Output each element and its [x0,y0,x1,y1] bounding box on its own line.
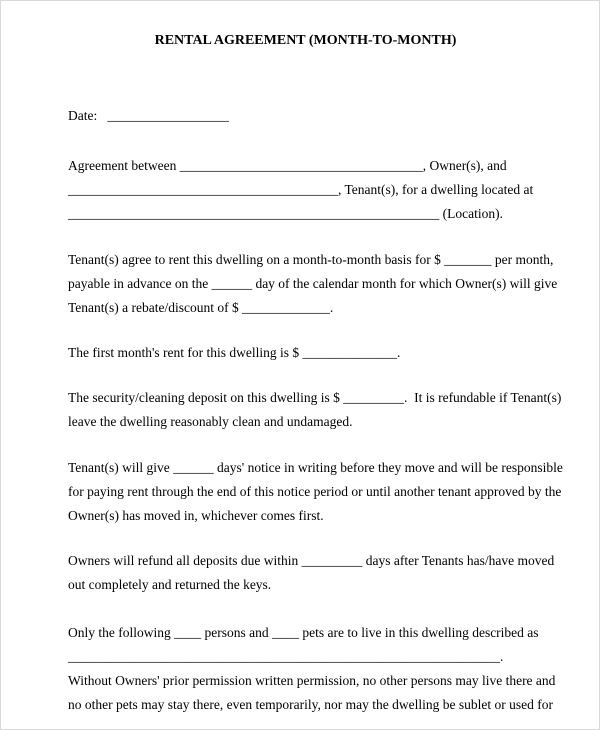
date-line: Date: __________________ [68,108,229,123]
doc-line: out completely and returned the keys. [68,577,272,592]
paragraph-first-month-rent [68,341,543,365]
doc-line: _______________________________________________________ (Location). [68,206,503,221]
doc-line: Agreement between ____________________________________, Owner(s), and [68,158,507,173]
doc-line: Owner(s) has moved in, whichever comes first. [68,508,324,523]
paragraph-no-other-occupants [68,669,556,717]
paragraph-deposit-refund [68,549,555,597]
doc-line: Tenant(s) agree to rent this dwelling on a month-to-month basis for $ _______ per month, [68,252,554,267]
doc-line: Without Owners' prior permission written permission, no other persons may live there and [68,673,556,688]
doc-line: The first month's rent for this dwelling is $ ______________. [68,345,401,360]
doc-line: payable in advance on the ______ day of the calendar month for which Owner(s) will give [68,276,558,291]
paragraph-rent-terms [68,248,558,320]
doc-line: leave the dwelling reasonably clean and undamaged. [68,414,353,429]
doc-line: Only the following ____ persons and ____ pets are to live in this dwelling described as [68,625,539,640]
paragraph-parties [68,154,543,226]
doc-line: no other pets may stay there, even temporarily, nor may the dwelling be sublet or used for [68,697,553,712]
document-title: RENTAL AGREEMENT (MONTH-TO-MONTH) [154,33,457,48]
doc-line: Tenant(s) will give ______ days' notice in writing before they move and will be responsible [68,460,563,475]
doc-line: ________________________________________, Tenant(s), for a dwelling located at [68,182,534,197]
paragraph-occupants [68,621,543,669]
doc-line: Owners will refund all deposits due within _________ days after Tenants has/have moved [68,553,555,568]
doc-line: ________________________________________________________________. [68,649,504,664]
doc-line: Tenant(s) a rebate/discount of $ _____________. [68,300,334,315]
paragraph-security-deposit [68,386,562,434]
doc-line: The security/cleaning deposit on this dwelling is $ _________. It is refundable if Tenant(s) [68,390,562,405]
doc-line: for paying rent through the end of this notice period or until another tenant approved by the [68,484,562,499]
paragraph-notice-period [68,456,563,528]
